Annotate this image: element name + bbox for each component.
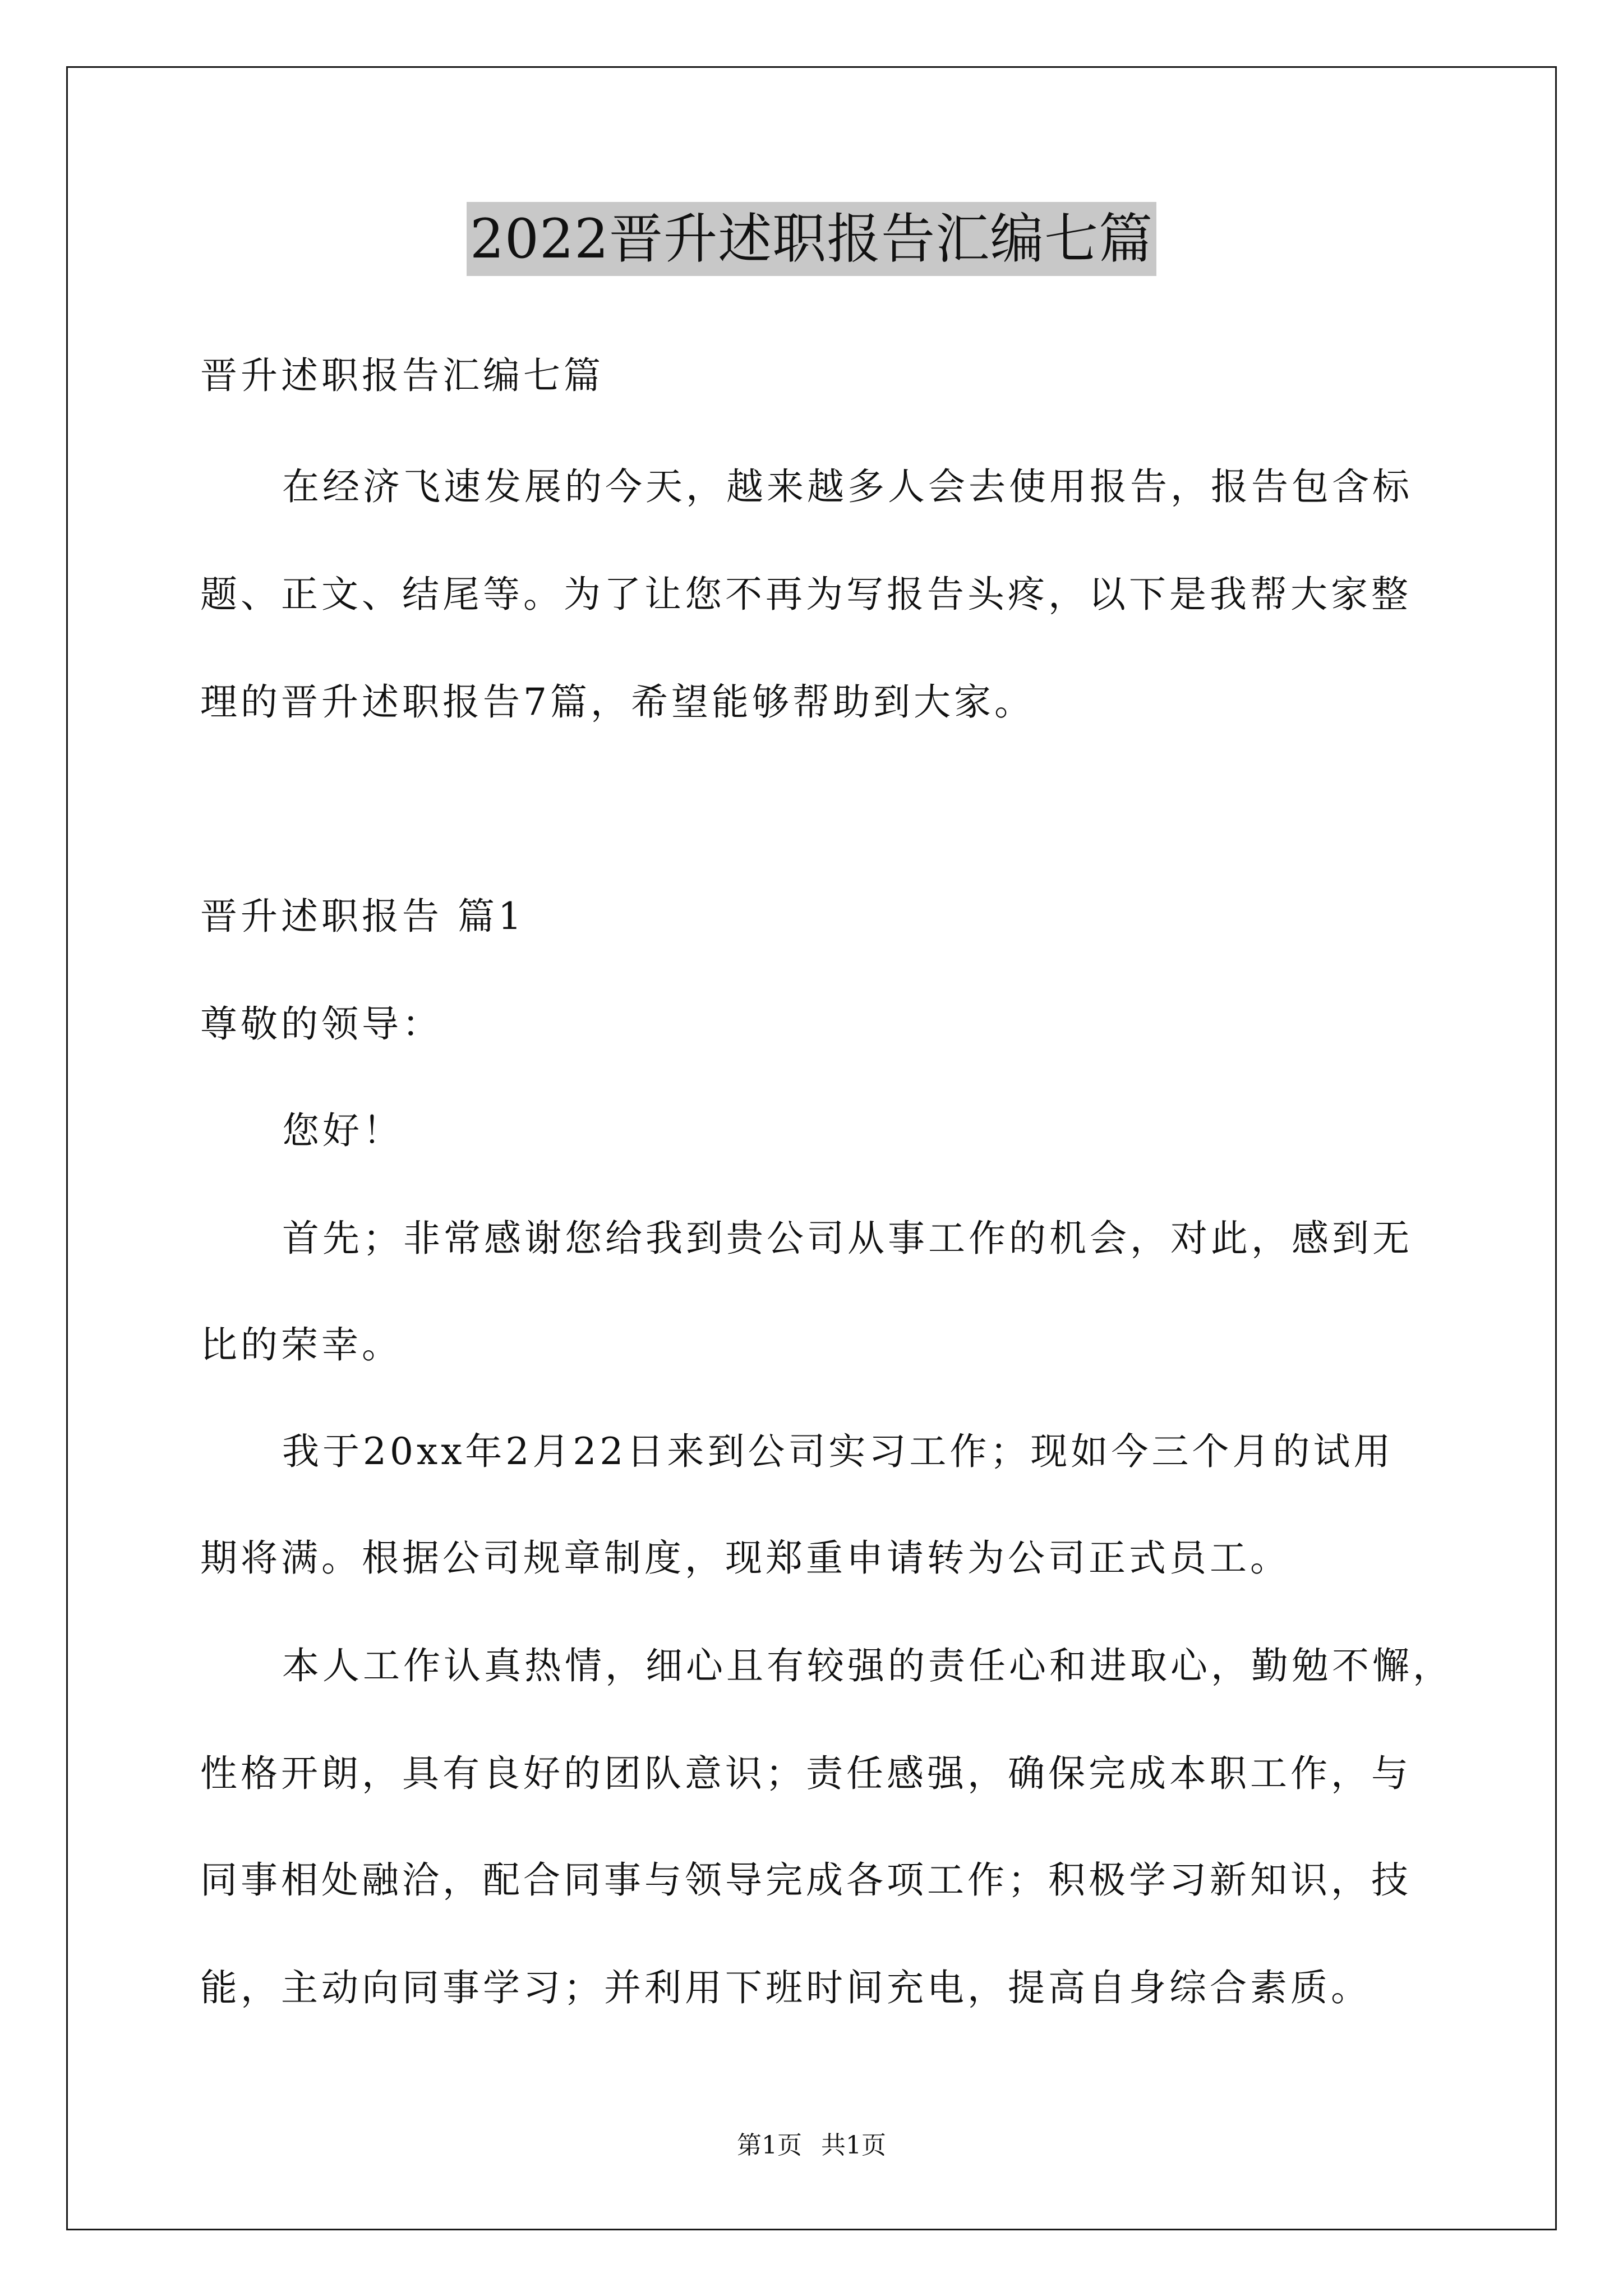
salutation: 尊敬的领导： — [200, 1002, 442, 1046]
page-number-total: 共1页 — [821, 2131, 886, 2160]
page-footer — [0, 2129, 1623, 2162]
para2-line-2: 期将满。根据公司规章制度，现郑重申请转为公司正式员工。 — [200, 1536, 1290, 1580]
document-title: 2022晋升述职报告汇编七篇 — [467, 202, 1156, 276]
subtitle: 晋升述职报告汇编七篇 — [200, 354, 604, 397]
page-number-current: 第1页 — [737, 2131, 802, 2160]
intro-line-3: 理的晋升述职报告7篇，希望能够帮助到大家。 — [200, 680, 1035, 724]
greeting: 您好！ — [282, 1109, 403, 1152]
para3-line-3: 同事相处融洽，配合同事与领导完成各项工作；积极学习新知识，技 — [200, 1858, 1412, 1902]
para1-line-1: 首先；非常感谢您给我到贵公司从事工作的机会，对此，感到无 — [282, 1217, 1413, 1260]
section-heading: 晋升述职报告 篇1 — [200, 895, 525, 938]
intro-line-2: 题、正文、结尾等。为了让您不再为写报告头疼，以下是我帮大家整 — [200, 573, 1412, 616]
para2-line-1: 我于20xx年2月22日来到公司实习工作；现如今三个月的试用 — [282, 1430, 1394, 1473]
para3-line-4: 能，主动向同事学习；并利用下班时间充电，提高自身综合素质。 — [200, 1966, 1371, 2009]
para1-line-2: 比的荣幸。 — [200, 1323, 402, 1366]
title-container — [0, 202, 1623, 276]
para3-line-2: 性格开朗，具有良好的团队意识；责任感强，确保完成本职工作，与 — [200, 1752, 1412, 1795]
intro-line-1: 在经济飞速发展的今天，越来越多人会去使用报告，报告包含标 — [282, 465, 1413, 508]
para3-line-1: 本人工作认真热情，细心且有较强的责任心和进取心，勤勉不懈， — [282, 1644, 1453, 1687]
